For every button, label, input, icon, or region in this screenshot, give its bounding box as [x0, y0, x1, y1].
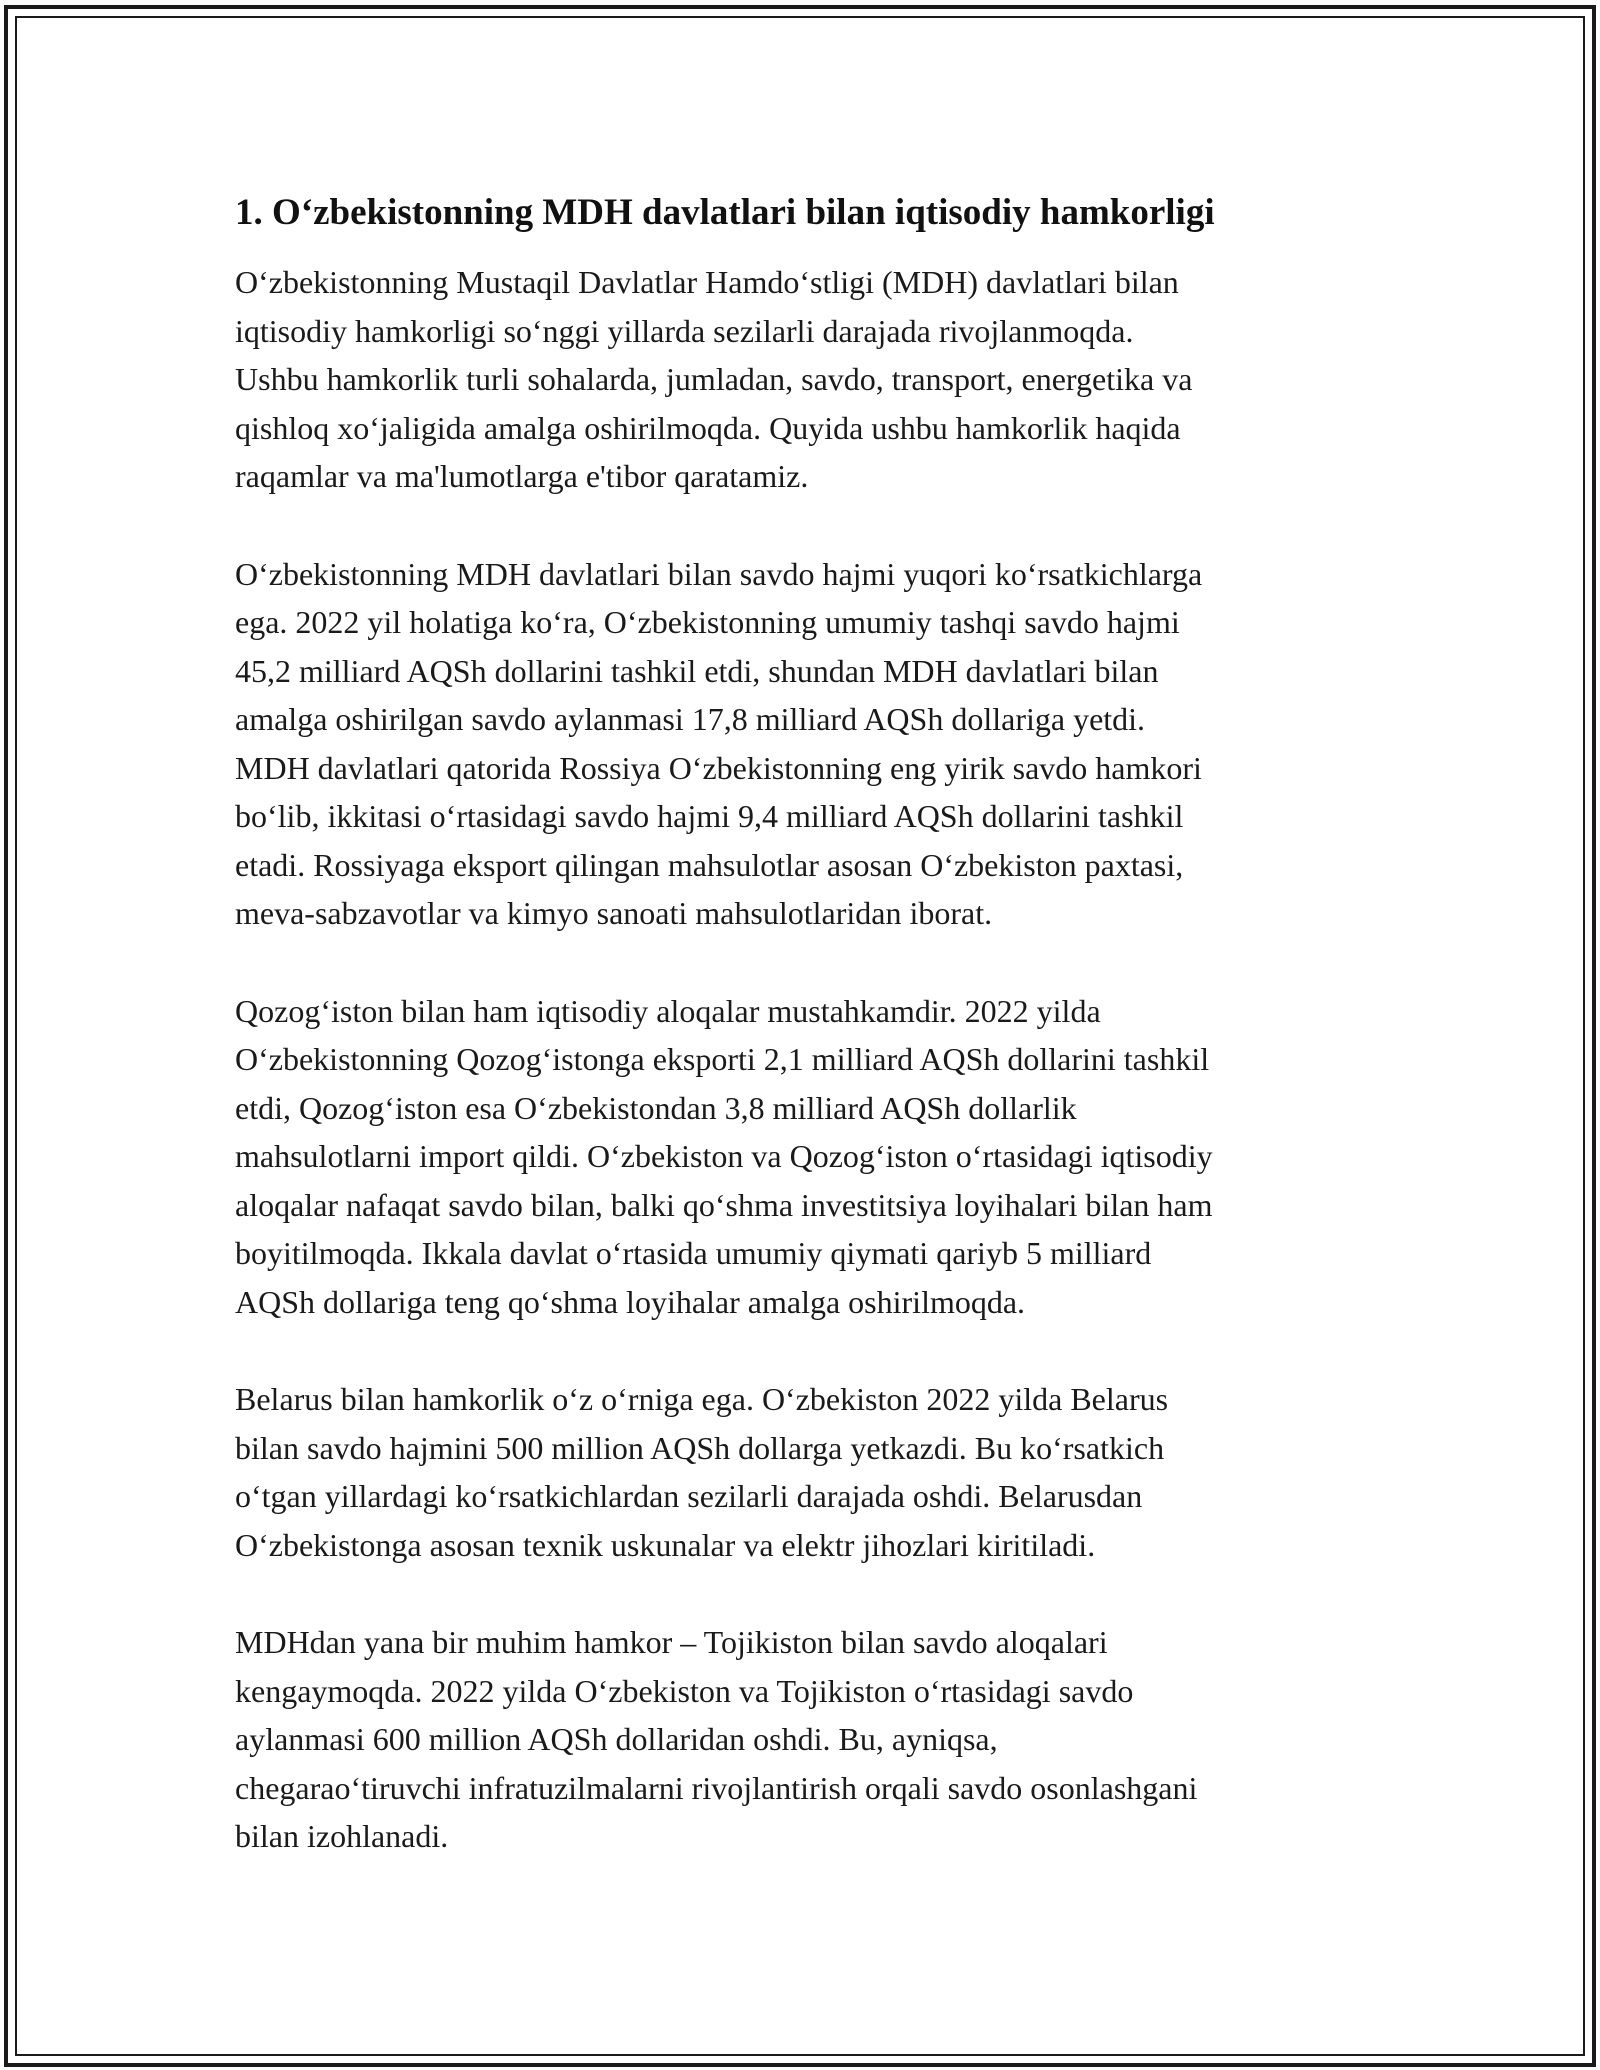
text-line: bilan savdo hajmini 500 million AQSh dollarga yetkazdi. Bu ko‘rsatkich	[235, 1429, 1165, 1466]
text-line: o‘tgan yillardagi ko‘rsatkichlardan sezilarli darajada oshdi. Belarusdan	[235, 1478, 1143, 1514]
text-line: ega. 2022 yil holatiga ko‘ra, O‘zbekistonning umumiy tashqi savdo hajmi	[235, 604, 1180, 640]
text-line: 45,2 milliard AQSh dollarini tashkil etdi, shundan MDH davlatlari bilan	[235, 652, 1159, 689]
paragraph-tajikistan	[235, 1618, 1375, 1861]
text-line: aloqalar nafaqat savdo bilan, balki qo‘shma investitsiya loyihalari bilan ham	[235, 1186, 1213, 1223]
section-heading: 1. O‘zbekistonning MDH davlatlari bilan iqtisodiy hamkorligi	[235, 192, 1215, 233]
text-line: O‘zbekistonning Mustaqil Davlatlar Hamdo‘stligi (MDH) davlatlari bilan	[235, 264, 1179, 300]
text-line: kengaymoqda. 2022 yilda O‘zbekiston va Tojikiston o‘rtasidagi savdo	[235, 1672, 1134, 1709]
text-line: bo‘lib, ikkitasi o‘rtasidagi savdo hajmi 9,4 milliard AQSh dollarini tashkil	[235, 798, 1184, 834]
text-line: mahsulotlarni import qildi. O‘zbekiston va Qozog‘iston o‘rtasidagi iqtisodiy	[235, 1138, 1213, 1174]
text-line: Belarus bilan hamkorlik o‘z o‘rniga ega. O‘zbekiston 2022 yilda Belarus	[235, 1381, 1169, 1417]
text-line: amalga oshirilgan savdo aylanmasi 17,8 milliard AQSh dollariga yetdi.	[235, 701, 1146, 737]
text-line: Qozog‘iston bilan ham iqtisodiy aloqalar mustahkamdir. 2022 yilda	[235, 992, 1101, 1029]
text-line: AQSh dollariga teng qo‘shma loyihalar amalga oshirilmoqda.	[235, 1283, 1026, 1320]
text-line: MDHdan yana bir muhim hamkor – Tojikiston bilan savdo aloqalari	[235, 1624, 1108, 1660]
text-line: etadi. Rossiyaga eksport qilingan mahsulotlar asosan O‘zbekiston paxtasi,	[235, 846, 1184, 883]
paragraph-kazakhstan	[235, 987, 1375, 1327]
paragraph-russia	[235, 550, 1375, 938]
text-line: meva-sabzavotlar va kimyo sanoati mahsulotlaridan iborat.	[235, 895, 993, 931]
text-line: chegarao‘tiruvchi infratuzilmalarni rivojlantirish orqali savdo osonlashgani	[235, 1769, 1198, 1806]
text-line: etdi, Qozog‘iston esa O‘zbekistondan 3,8 milliard AQSh dollarlik	[235, 1089, 1077, 1126]
document-body	[235, 188, 1375, 1910]
text-line: O‘zbekistonning Qozog‘istonga eksporti 2,1 milliard AQSh dollarini tashkil	[235, 1041, 1210, 1077]
text-line: boyitilmoqda. Ikkala davlat o‘rtasida umumiy qiymati qariyb 5 milliard	[235, 1235, 1152, 1271]
paragraph-intro	[235, 258, 1375, 501]
text-line: iqtisodiy hamkorligi so‘nggi yillarda sezilarli darajada rivojlanmoqda.	[235, 312, 1134, 349]
text-line: aylanmasi 600 million AQSh dollaridan oshdi. Bu, ayniqsa,	[235, 1721, 998, 1757]
text-line: bilan izohlanadi.	[235, 1818, 449, 1854]
text-line: raqamlar va ma'lumotlarga e'tibor qaratamiz.	[235, 458, 809, 494]
text-line: Ushbu hamkorlik turli sohalarda, jumladan, savdo, transport, energetika va	[235, 361, 1193, 397]
text-line: O‘zbekistonga asosan texnik uskunalar va elektr jihozlari kiritiladi.	[235, 1526, 1096, 1563]
text-line: qishloq xo‘jaligida amalga oshirilmoqda. Quyida ushbu hamkorlik haqida	[235, 409, 1181, 446]
paragraph-belarus	[235, 1375, 1375, 1569]
text-line: MDH davlatlari qatorida Rossiya O‘zbekistonning eng yirik savdo hamkori	[235, 749, 1202, 786]
text-line: O‘zbekistonning MDH davlatlari bilan savdo hajmi yuqori ko‘rsatkichlarga	[235, 555, 1203, 592]
